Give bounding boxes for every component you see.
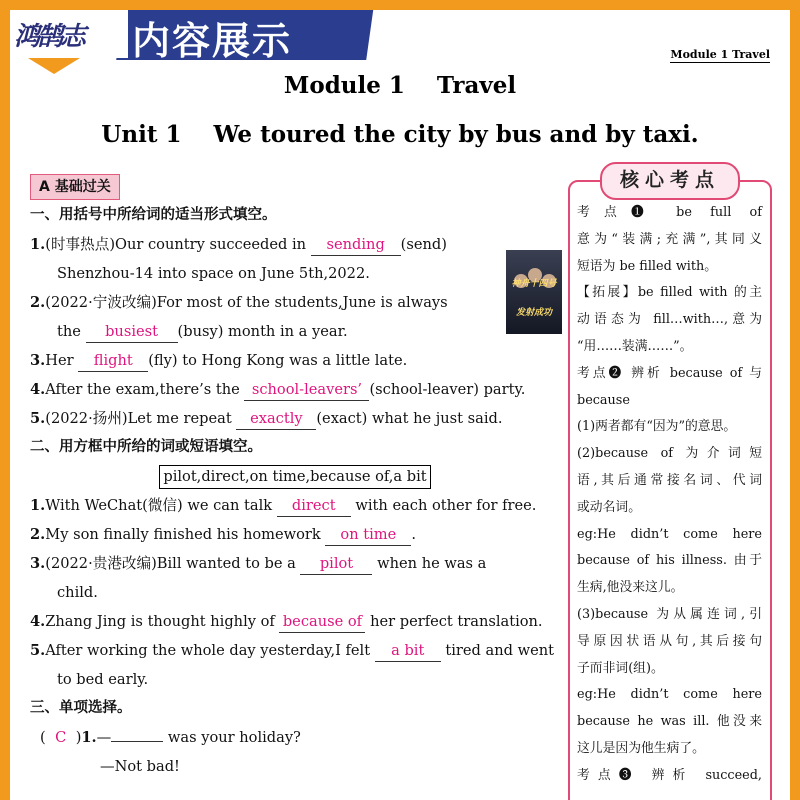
exercise-item: 5.(2022·扬州)Let me repeat exactly (exact) what he just said. xyxy=(30,404,560,433)
banner-title: 内容展示 xyxy=(132,19,293,63)
exercise-item: 2.(2022·宁波改编)For most of the students,June is always xyxy=(30,294,448,311)
exercise-item: 5.After working the whole day yesterday,I felt a bit tired and went xyxy=(30,636,560,665)
part1-heading: 一、用括号中所给词的适当形式填空。 xyxy=(30,207,277,223)
logo-text: 鸿鹄志 xyxy=(14,22,84,52)
logo-arrow-icon xyxy=(28,58,80,74)
choice-answer: C xyxy=(55,729,67,746)
shenzhou-photo xyxy=(506,250,562,334)
photo-caption: 神舟十四号发射成功 xyxy=(511,279,557,318)
running-header: Module 1 Travel xyxy=(670,48,770,61)
word-box-row xyxy=(30,462,560,491)
exercise-item-cont: the busiest (busy) month in a year. xyxy=(30,317,560,346)
answer-blank: because of xyxy=(279,612,365,633)
answer-blank: sending xyxy=(311,235,401,256)
answer-blank: on time xyxy=(325,525,411,546)
answer-blank: exactly xyxy=(236,409,316,430)
exercise-item: 1.(时事热点)Our country succeeded in sending (send) xyxy=(30,230,560,259)
blank-line xyxy=(111,741,163,742)
exercise-item-cont: to bed early. xyxy=(57,671,149,688)
exercise-item: 4.Zhang Jing is thought highly of because of her perfect translation. xyxy=(30,607,560,636)
answer-blank: a bit xyxy=(375,641,441,662)
banner xyxy=(10,10,375,74)
choice-question: ( C )1.— was your holiday? xyxy=(30,723,560,752)
part2-heading: 二、用方框中所给的词或短语填空。 xyxy=(30,439,262,455)
section-a-label: A 基础过关 xyxy=(30,174,120,200)
key-points-text: 考点❶ be full of 意为“装满;充满”,其同义 短语为 be filled with。 【拓展】be filled with 的主 动语态为 fill…with…,意为 “用……装满……”。 考点❷ 辨析 because of 与 because (1)两者都有“因为”的意思。 (2)because of 为介词短 语,其后通常接名词、代词 或动名词。 eg:He didn’t come here because of his illness. 由于 生病,他没来这儿。 (3)because 为从属连词,引 导原因状语从句,其后接句 子而非词(组)。 eg:He didn’t come here because he was ill. 他没来 这儿是因为他生病了。 考点❸ 辨析 succeed, xyxy=(577,205,762,783)
part3-heading: 三、单项选择。 xyxy=(30,700,132,716)
exercise-item: 1.With WeChat(微信) we can talk direct with each other for free. xyxy=(30,491,560,520)
answer-blank: school-leavers’ xyxy=(244,380,369,401)
answer-blank: flight xyxy=(78,351,148,372)
answer-blank: direct xyxy=(277,496,351,517)
answer-blank: busiest xyxy=(86,322,178,343)
exercise-item: 4.After the exam,there’s the school-leavers’ (school-leaver) party. xyxy=(30,375,560,404)
choice-reply: —Not bad! xyxy=(100,758,180,775)
unit-title: Unit 1 We toured the city by bus and by taxi. xyxy=(101,121,699,148)
answer-blank: pilot xyxy=(300,554,372,575)
logo xyxy=(10,10,128,58)
word-box: pilot,direct,on time,because of,a bit xyxy=(159,465,430,489)
exercise-item: 2.My son finally finished his homework on time . xyxy=(30,520,560,549)
exercise-item: 3.Her flight (fly) to Hong Kong was a little late. xyxy=(30,346,560,375)
module-title: Module 1 Travel xyxy=(283,72,517,99)
page xyxy=(10,10,790,800)
exercise-column xyxy=(30,172,560,781)
exercise-item-cont: Shenzhou-14 into space on June 5th,2022. xyxy=(57,265,370,282)
panel-title: 核心考点 xyxy=(600,162,740,200)
exercise-item: 3.(2022·贵港改编)Bill wanted to be a pilot when he was a xyxy=(30,549,560,578)
exercise-item-cont: child. xyxy=(57,584,98,601)
